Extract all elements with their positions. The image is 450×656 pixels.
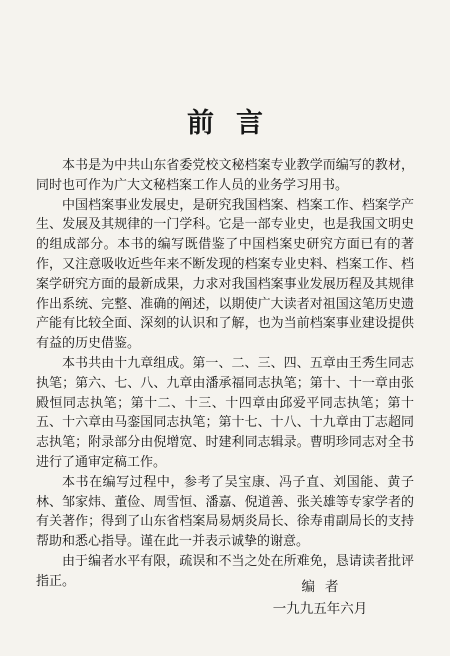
paragraph-authors: 本书共由十九章组成。第一、二、三、四、五章由王秀生同志执笔；第六、七、八、九章由潘承福同志执笔；第十、十一章由张殿恒同志执笔；第十二、十三、十四章由邱爱平同志执笔；第十五、十六章由马銮国同志执笔；第十七、十八、十九章由丁志超同志执笔；附录部分由倪增宽、时建利同志辑录。曹明珍同志对全书进行了通审定稿工作。	[36, 355, 414, 470]
paragraph-subject: 中国档案事业发展史，是研究我国档案、档案工作、档案学产生、发展及其规律的一门学科。它是一部专业史，也是我国文明史的组成部分。本书的编写既借鉴了中国档案史研究方面已有的著作，又注意吸收近些年来不断发现的档案专业史料、档案工作、档案学研究方面的最新成果，力求对我国档案事业发展历程及其规律作出系统、完整、准确的阐述，以期使广大读者对祖国这笔历史遗产能有比较全面、深刻的认识和了解，也为当前档案事业建设提供有益的历史借鉴。	[36, 197, 414, 352]
paragraph-purpose: 本书是为中共山东省委党校文秘档案专业教学而编写的教材，同时也可作为广大文秘档案工作人员的业务学习用书。	[36, 158, 414, 193]
signature-date: 一九九五年六月	[272, 601, 368, 617]
preface-body	[36, 156, 414, 592]
signature-author: 编者	[301, 579, 349, 595]
paragraph-acknowledgements: 本书在编写过程中，参考了吴宝康、冯子直、刘国能、黄子林、邹家炜、董俭、周雪恒、潘嘉、倪道善、张关雄等专家学者的有关著作；得到了山东省档案局易炳炎局长、徐寿甫副局长的支持帮助和悉心指导。谨在此一并表示诚挚的谢意。	[36, 474, 414, 550]
paragraph-closing: 由于编者水平有限，疏误和不当之处在所难免，恳请读者批评指正。	[36, 553, 414, 589]
page-title: 前言	[187, 108, 285, 139]
